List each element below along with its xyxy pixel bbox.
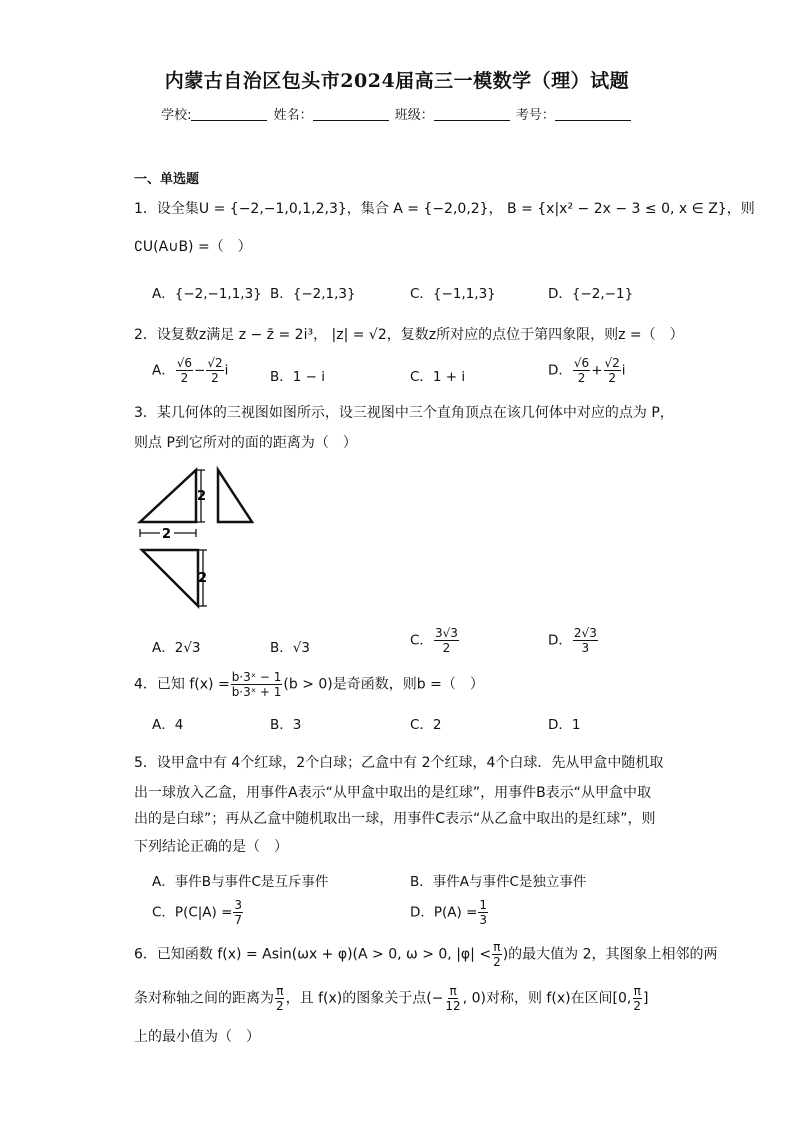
school-label: 学校: <box>161 108 192 123</box>
q1-option-d: D．{−2,−1} <box>548 286 634 302</box>
q3-stem: 3．某几何体的三视图如图所示，设三视图中三个直角顶点在该几何体中对应的点为 P， <box>134 405 674 421</box>
front-width-label: 2 <box>162 527 172 542</box>
front-view-triangle <box>140 470 196 522</box>
q5-d-frac: $\frac{1}{3}$ <box>479 898 488 927</box>
q2-option-a: A． $\frac{√6}{2}$ − $\frac{√2}{2}$ i <box>152 356 229 385</box>
q3-stem-2: 则点 P到它所对的面的距离为（ ） <box>134 435 357 451</box>
q2-d-frac1: $\frac{√6}{2}$ <box>573 356 590 385</box>
q3-option-c: C． $\frac{3√3}{2}$ <box>410 626 458 655</box>
q1-option-c: C．{−1,1,3} <box>410 286 496 302</box>
q2-a-frac1: $\frac{√6}{2}$ <box>176 356 193 385</box>
q3-option-b: B．√3 <box>270 640 310 656</box>
name-blank <box>313 108 389 121</box>
q6-line-1: 6．已知函数 f(x) = Asin(ωx + φ)(A > 0, ω > 0, |φ| < $\frac{\pi}{2}$ )的最大值为 2，其图象上相邻的两 <box>134 940 718 969</box>
q2-option-d: D． $\frac{√6}{2}$ + $\frac{√2}{2}$ i <box>548 356 626 385</box>
q5-option-a: A．事件B与事件C是互斥事件 <box>152 874 329 890</box>
q4-stem: 4．已知 f(x) = $\frac{\text{b·3ˣ − 1}}{\text{b·3ˣ + 1}}$ (b > 0)是奇函数，则b =（ ） <box>134 670 484 699</box>
id-blank <box>555 108 631 121</box>
q4-option-a: A．4 <box>152 717 184 733</box>
q3-option-d: D． $\frac{2√3}{3}$ <box>548 626 597 655</box>
q5-option-b: B．事件A与事件C是独立事件 <box>410 874 587 890</box>
q5-line-2: 出一球放入乙盒，用事件A表示“从甲盒中取出的是红球”，用事件B表示“从甲盒中取 <box>134 785 651 801</box>
q2-stem: 2．设复数z满足 z − z̄ = 2i³， |z| = √2，复数z所对应的点位于第四象限，则z =（ ） <box>134 327 684 343</box>
side-view-triangle <box>218 470 252 522</box>
q1-stem-2: ∁U(A∪B) =（ ） <box>134 239 252 255</box>
q5-option-d: D．P(A) = $\frac{1}{3}$ <box>410 898 488 927</box>
q5-line-1: 5．设甲盒中有 4个红球，2个白球；乙盒中有 2个红球，4个白球．先从甲盒中随机取 <box>134 755 664 771</box>
q2-option-b: B．1 − i <box>270 369 325 385</box>
id-label: 考号： <box>515 108 555 123</box>
section-title: 一、单选题 <box>134 172 200 187</box>
q4-option-b: B．3 <box>270 717 302 733</box>
q4-frac: $\frac{\text{b·3ˣ − 1}}{\text{b·3ˣ + 1}}$ <box>231 670 282 699</box>
top-view-triangle <box>142 550 198 606</box>
q5-option-c: C．P(C|A) = $\frac{3}{7}$ <box>152 898 243 927</box>
q5-line-3: 出的是白球”；再从乙盒中随机取出一球，用事件C表示“从乙盒中取出的是红球”，则 <box>134 811 656 827</box>
q2-d-frac2: $\frac{√2}{2}$ <box>604 356 620 385</box>
q1-stem: 1．设全集U = {−2,−1,0,1,2,3}，集合 A = {−2,0,2}， B = {x|x² − 2x − 3 ≤ 0, x ∈ Z}，则 <box>134 201 755 217</box>
q2-a-frac2: $\frac{√2}{2}$ <box>207 356 223 385</box>
q4-option-d: D．1 <box>548 717 581 733</box>
q2-option-c: C．1 + i <box>410 369 466 385</box>
q3-d-frac: $\frac{2√3}{3}$ <box>573 626 597 655</box>
q5-line-4: 下列结论正确的是（ ） <box>134 839 288 855</box>
q1-option-a: A．{−2,−1,1,3} <box>152 286 262 302</box>
q3-c-frac: $\frac{3√3}{2}$ <box>434 626 458 655</box>
class-label: 班级： <box>394 108 434 123</box>
q3-option-a: A．2√3 <box>152 640 201 656</box>
front-height-label: 2 <box>197 489 207 504</box>
q4-option-c: C．2 <box>410 717 442 733</box>
q6-line-3: 上的最小值为（ ） <box>134 1029 260 1045</box>
student-info-row <box>0 104 794 123</box>
school-blank <box>191 108 267 121</box>
page-title: 内蒙古自治区包头市2024届高三一模数学（理）试题 <box>164 70 630 92</box>
class-blank <box>434 108 510 121</box>
q6-line-2: 条对称轴之间的距离为 $\frac{\pi}{2}$ ，且 f(x)的图象关于点(− $\frac{\pi}{12}$ , 0)对称，则 f(x)在区间[0, $\frac{\pi}{2}$ ] <box>134 984 649 1013</box>
name-label: 姓名： <box>273 108 313 123</box>
q1-option-b: B．{−2,1,3} <box>270 286 356 302</box>
top-height-label: 2 <box>198 571 208 586</box>
q5-c-frac: $\frac{3}{7}$ <box>234 898 243 927</box>
three-view-figure <box>134 464 254 624</box>
